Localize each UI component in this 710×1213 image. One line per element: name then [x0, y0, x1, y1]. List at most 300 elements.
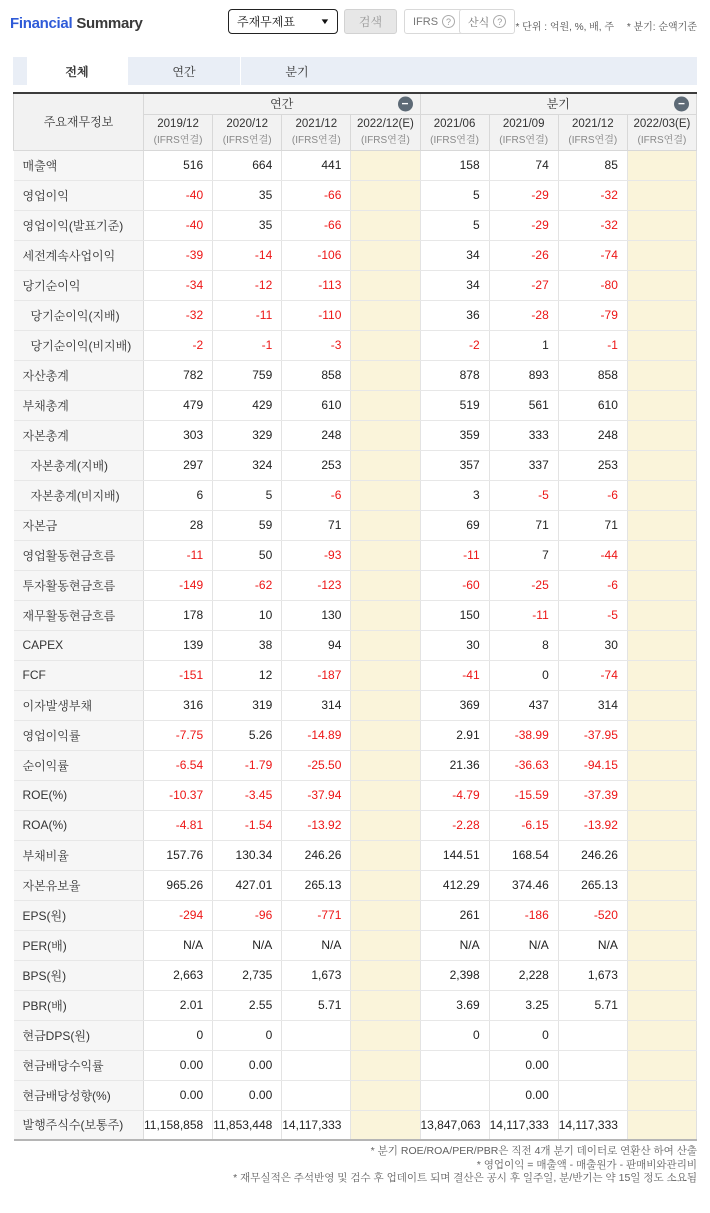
value-cell: 150	[420, 600, 489, 630]
value-cell	[351, 1020, 420, 1050]
row-label: 영업이익	[14, 180, 144, 210]
row-label: 당기순이익	[14, 270, 144, 300]
value-cell: 0.00	[489, 1050, 558, 1080]
column-header: 2021/09 (IFRS연결)	[489, 114, 558, 150]
row-label: 자본금	[14, 510, 144, 540]
value-cell: -7.75	[144, 720, 213, 750]
statement-select[interactable]	[228, 9, 338, 34]
value-cell: -94.15	[558, 750, 627, 780]
value-cell	[627, 960, 696, 990]
value-cell: -11	[213, 300, 282, 330]
value-cell: N/A	[282, 930, 351, 960]
value-cell: 8	[489, 630, 558, 660]
value-cell: -37.39	[558, 780, 627, 810]
value-cell: 13,847,063	[420, 1110, 489, 1140]
value-cell: -32	[558, 180, 627, 210]
value-cell	[627, 990, 696, 1020]
value-cell: 429	[213, 390, 282, 420]
collapse-annual-icon[interactable]: −	[398, 96, 413, 111]
value-cell: 0	[489, 660, 558, 690]
value-cell: -1	[213, 330, 282, 360]
value-cell: 30	[420, 630, 489, 660]
value-cell: N/A	[213, 930, 282, 960]
value-cell: 21.36	[420, 750, 489, 780]
question-circle-icon: ?	[442, 15, 455, 28]
value-cell: -6.15	[489, 810, 558, 840]
value-cell: 3.25	[489, 990, 558, 1020]
value-cell	[351, 840, 420, 870]
value-cell: -79	[558, 300, 627, 330]
value-cell: -4.79	[420, 780, 489, 810]
value-cell: 130.34	[213, 840, 282, 870]
value-cell: 319	[213, 690, 282, 720]
value-cell: 359	[420, 420, 489, 450]
value-cell	[627, 420, 696, 450]
value-cell: 337	[489, 450, 558, 480]
value-cell: 412.29	[420, 870, 489, 900]
column-header: 2022/03(E) (IFRS연결)	[627, 114, 696, 150]
row-label: 세전계속사업이익	[14, 240, 144, 270]
page-header	[0, 0, 710, 50]
value-cell: 324	[213, 450, 282, 480]
value-cell: 248	[558, 420, 627, 450]
value-cell: -1	[558, 330, 627, 360]
value-cell	[627, 570, 696, 600]
value-cell	[627, 810, 696, 840]
tab-quarterly[interactable]: 분기	[240, 57, 353, 85]
row-label: ROE(%)	[14, 780, 144, 810]
value-cell: 610	[282, 390, 351, 420]
value-cell	[351, 330, 420, 360]
table-row	[14, 570, 697, 600]
value-cell: -5	[489, 480, 558, 510]
value-cell: 71	[282, 510, 351, 540]
value-cell	[627, 720, 696, 750]
row-label: 이자발생부채	[14, 690, 144, 720]
value-cell: 314	[282, 690, 351, 720]
value-cell	[351, 900, 420, 930]
group-annual-label: 연간	[270, 97, 294, 112]
value-cell	[627, 930, 696, 960]
value-cell: -113	[282, 270, 351, 300]
value-cell	[351, 600, 420, 630]
value-cell: -1.79	[213, 750, 282, 780]
value-cell: -13.92	[558, 810, 627, 840]
table-row	[14, 840, 697, 870]
value-cell	[351, 630, 420, 660]
chevron-down-icon: ▼	[319, 17, 331, 26]
row-label: 부채총계	[14, 390, 144, 420]
value-cell	[351, 300, 420, 330]
value-cell	[282, 1020, 351, 1050]
value-cell: 297	[144, 450, 213, 480]
value-cell: -34	[144, 270, 213, 300]
value-cell: -2	[144, 330, 213, 360]
table-row	[14, 600, 697, 630]
row-label: 현금배당수익률	[14, 1050, 144, 1080]
value-cell: -14.89	[282, 720, 351, 750]
table-row	[14, 390, 697, 420]
value-cell: -187	[282, 660, 351, 690]
value-cell	[627, 690, 696, 720]
value-cell	[558, 1020, 627, 1050]
value-cell: -38.99	[489, 720, 558, 750]
value-cell: -26	[489, 240, 558, 270]
table-row	[14, 480, 697, 510]
value-cell: 2,735	[213, 960, 282, 990]
value-cell: 479	[144, 390, 213, 420]
value-cell: -1.54	[213, 810, 282, 840]
value-cell	[351, 540, 420, 570]
value-cell: 144.51	[420, 840, 489, 870]
value-cell: 12	[213, 660, 282, 690]
value-cell: -29	[489, 180, 558, 210]
value-cell: -41	[420, 660, 489, 690]
value-cell: -39	[144, 240, 213, 270]
value-cell	[351, 570, 420, 600]
value-cell: 0.00	[489, 1080, 558, 1110]
value-cell	[627, 210, 696, 240]
value-cell: -123	[282, 570, 351, 600]
value-cell	[351, 450, 420, 480]
value-cell: -25.50	[282, 750, 351, 780]
value-cell: 664	[213, 150, 282, 180]
table-row	[14, 960, 697, 990]
value-cell	[627, 300, 696, 330]
statement-select-value: 주재무제표	[237, 15, 295, 29]
value-cell	[627, 330, 696, 360]
value-cell: -36.63	[489, 750, 558, 780]
value-cell: -520	[558, 900, 627, 930]
value-cell: -66	[282, 180, 351, 210]
value-cell: -13.92	[282, 810, 351, 840]
value-cell: 178	[144, 600, 213, 630]
value-cell	[351, 270, 420, 300]
value-cell	[351, 660, 420, 690]
value-cell: -3.45	[213, 780, 282, 810]
tab-bar	[13, 57, 697, 85]
value-cell	[627, 360, 696, 390]
value-cell: 246.26	[282, 840, 351, 870]
row-label: 현금배당성향(%)	[14, 1080, 144, 1110]
value-cell	[420, 1080, 489, 1110]
value-cell: 35	[213, 180, 282, 210]
table-row	[14, 300, 697, 330]
value-cell	[558, 1080, 627, 1110]
value-cell: 253	[558, 450, 627, 480]
value-cell: 782	[144, 360, 213, 390]
value-cell: 28	[144, 510, 213, 540]
value-cell: 253	[282, 450, 351, 480]
value-cell	[282, 1080, 351, 1110]
value-cell: 437	[489, 690, 558, 720]
value-cell	[627, 1050, 696, 1080]
value-cell	[558, 1050, 627, 1080]
value-cell	[627, 750, 696, 780]
unit-note: * 단위 : 억원, %, 배, 주	[515, 22, 615, 33]
value-cell	[627, 180, 696, 210]
value-cell	[351, 810, 420, 840]
value-cell: 303	[144, 420, 213, 450]
value-cell: 369	[420, 690, 489, 720]
value-cell: 34	[420, 270, 489, 300]
value-cell	[351, 240, 420, 270]
row-label: CAPEX	[14, 630, 144, 660]
row-label: ROA(%)	[14, 810, 144, 840]
value-cell: -60	[420, 570, 489, 600]
value-cell: -6	[558, 480, 627, 510]
value-cell: -37.94	[282, 780, 351, 810]
table-row	[14, 900, 697, 930]
table-row	[14, 990, 697, 1020]
value-cell: 374.46	[489, 870, 558, 900]
ifrs-help-label: IFRS	[413, 15, 439, 28]
value-cell: 10	[213, 600, 282, 630]
table-row	[14, 1110, 697, 1140]
value-cell: 2,663	[144, 960, 213, 990]
value-cell: 2.91	[420, 720, 489, 750]
search-button[interactable]: 검색	[344, 9, 397, 34]
page-title-financial: Financial	[10, 15, 73, 32]
value-cell: -10.37	[144, 780, 213, 810]
value-cell: -44	[558, 540, 627, 570]
group-header-quarterly	[420, 93, 697, 114]
column-header: 2021/06 (IFRS연결)	[420, 114, 489, 150]
value-cell: 427.01	[213, 870, 282, 900]
value-cell	[420, 1050, 489, 1080]
value-cell: -5	[558, 600, 627, 630]
value-cell: N/A	[144, 930, 213, 960]
value-cell: 5.26	[213, 720, 282, 750]
value-cell: 74	[489, 150, 558, 180]
row-label: 순이익률	[14, 750, 144, 780]
value-cell: -62	[213, 570, 282, 600]
value-cell	[627, 150, 696, 180]
value-cell: -11	[420, 540, 489, 570]
column-header: 2022/12(E) (IFRS연결)	[351, 114, 420, 150]
ifrs-help-button[interactable]	[404, 9, 464, 34]
value-cell: 139	[144, 630, 213, 660]
table-row	[14, 360, 697, 390]
row-label: 자본총계(지배)	[14, 450, 144, 480]
row-label: 발행주식수(보통주)	[14, 1110, 144, 1140]
value-cell: -25	[489, 570, 558, 600]
value-cell: 878	[420, 360, 489, 390]
value-cell: -106	[282, 240, 351, 270]
row-label: 자본유보율	[14, 870, 144, 900]
value-cell: 71	[489, 510, 558, 540]
value-cell: 34	[420, 240, 489, 270]
value-cell: -110	[282, 300, 351, 330]
value-cell	[351, 960, 420, 990]
value-cell	[351, 780, 420, 810]
tab-annual[interactable]: 연간	[127, 57, 240, 85]
value-cell: -15.59	[489, 780, 558, 810]
value-cell: 0	[420, 1020, 489, 1050]
row-label: 재무활동현금흐름	[14, 600, 144, 630]
value-cell: 50	[213, 540, 282, 570]
value-cell: 158	[420, 150, 489, 180]
value-cell: 0.00	[213, 1080, 282, 1110]
table-row	[14, 690, 697, 720]
table-row	[14, 780, 697, 810]
value-cell: -2	[420, 330, 489, 360]
group-header-annual	[144, 93, 421, 114]
row-label: PER(배)	[14, 930, 144, 960]
value-cell: 1,673	[282, 960, 351, 990]
value-cell: 2.55	[213, 990, 282, 1020]
value-cell: 759	[213, 360, 282, 390]
value-cell: 858	[558, 360, 627, 390]
value-cell	[351, 690, 420, 720]
value-cell: 5	[420, 210, 489, 240]
value-cell: 59	[213, 510, 282, 540]
row-label: 영업이익(발표기준)	[14, 210, 144, 240]
value-cell: -3	[282, 330, 351, 360]
row-label: 자본총계(비지배)	[14, 480, 144, 510]
table-row	[14, 750, 697, 780]
table-row	[14, 1050, 697, 1080]
value-cell	[351, 180, 420, 210]
value-cell: -37.95	[558, 720, 627, 750]
value-cell	[351, 870, 420, 900]
column-header: 2021/12 (IFRS연결)	[282, 114, 351, 150]
value-cell: 11,853,448	[213, 1110, 282, 1140]
value-cell: -32	[144, 300, 213, 330]
value-cell: 157.76	[144, 840, 213, 870]
value-cell: 0	[213, 1020, 282, 1050]
table-row	[14, 210, 697, 240]
table-row	[14, 870, 697, 900]
value-cell	[351, 720, 420, 750]
value-cell: -149	[144, 570, 213, 600]
table-row	[14, 240, 697, 270]
value-cell	[627, 390, 696, 420]
value-cell: -11	[489, 600, 558, 630]
value-cell: -2.28	[420, 810, 489, 840]
value-cell: 441	[282, 150, 351, 180]
table-body	[14, 150, 697, 1140]
value-cell	[627, 600, 696, 630]
table-row	[14, 930, 697, 960]
table-row	[14, 330, 697, 360]
footnote: * 분기 ROE/ROA/PER/PBR은 직전 4개 분기 데이터로 연환산 하여 산출	[370, 1145, 697, 1157]
value-cell: 14,117,333	[558, 1110, 627, 1140]
value-cell	[627, 240, 696, 270]
table-row	[14, 150, 697, 180]
value-cell: -294	[144, 900, 213, 930]
value-cell: -186	[489, 900, 558, 930]
value-cell: 0.00	[144, 1080, 213, 1110]
value-cell	[627, 270, 696, 300]
row-label: 부채비율	[14, 840, 144, 870]
table-row	[14, 540, 697, 570]
table-header	[14, 93, 697, 150]
unit-notes	[506, 18, 698, 33]
value-cell	[282, 1050, 351, 1080]
value-cell: 965.26	[144, 870, 213, 900]
value-cell: 168.54	[489, 840, 558, 870]
value-cell	[351, 990, 420, 1020]
value-cell: -40	[144, 210, 213, 240]
value-cell: 36	[420, 300, 489, 330]
value-cell: 38	[213, 630, 282, 660]
collapse-quarterly-icon[interactable]: −	[674, 96, 689, 111]
column-header: 2019/12 (IFRS연결)	[144, 114, 213, 150]
value-cell	[627, 450, 696, 480]
financial-summary-table	[13, 92, 697, 1141]
footnote: * 영업이익 = 매출액 - 매출원가 - 판매비와관리비	[476, 1158, 697, 1171]
value-cell: 333	[489, 420, 558, 450]
value-cell: -151	[144, 660, 213, 690]
value-cell	[627, 630, 696, 660]
value-cell: 0.00	[144, 1050, 213, 1080]
value-cell: 261	[420, 900, 489, 930]
table-row	[14, 1080, 697, 1110]
value-cell: -80	[558, 270, 627, 300]
value-cell	[627, 1020, 696, 1050]
value-cell: -6	[282, 480, 351, 510]
row-label: 현금DPS(원)	[14, 1020, 144, 1050]
value-cell	[351, 1080, 420, 1110]
value-cell: 30	[558, 630, 627, 660]
value-cell	[351, 480, 420, 510]
value-cell: 71	[558, 510, 627, 540]
value-cell: 2.01	[144, 990, 213, 1020]
value-cell: -40	[144, 180, 213, 210]
value-cell	[351, 210, 420, 240]
value-cell: 516	[144, 150, 213, 180]
value-cell	[351, 750, 420, 780]
value-cell: 248	[282, 420, 351, 450]
row-label: BPS(원)	[14, 960, 144, 990]
value-cell: 858	[282, 360, 351, 390]
value-cell	[351, 150, 420, 180]
value-cell: -28	[489, 300, 558, 330]
row-label: 투자활동현금흐름	[14, 570, 144, 600]
value-cell	[627, 540, 696, 570]
row-label: EPS(원)	[14, 900, 144, 930]
value-cell: -29	[489, 210, 558, 240]
value-cell: 519	[420, 390, 489, 420]
value-cell: 316	[144, 690, 213, 720]
table-row	[14, 660, 697, 690]
value-cell	[627, 900, 696, 930]
table-row	[14, 630, 697, 660]
value-cell: -11	[144, 540, 213, 570]
table-row	[14, 720, 697, 750]
row-label: 영업이익률	[14, 720, 144, 750]
tab-all[interactable]: 전체	[27, 57, 127, 85]
value-cell: 11,158,858	[144, 1110, 213, 1140]
value-cell	[351, 930, 420, 960]
question-circle-icon: ?	[493, 15, 506, 28]
value-cell: 14,117,333	[489, 1110, 558, 1140]
value-cell	[351, 360, 420, 390]
value-cell	[627, 870, 696, 900]
table-row	[14, 810, 697, 840]
column-header: 2021/12 (IFRS연결)	[558, 114, 627, 150]
column-header: 2020/12 (IFRS연결)	[213, 114, 282, 150]
value-cell: 2,228	[489, 960, 558, 990]
value-cell	[351, 1050, 420, 1080]
value-cell: -6.54	[144, 750, 213, 780]
value-cell	[627, 840, 696, 870]
value-cell: 1,673	[558, 960, 627, 990]
table-row	[14, 270, 697, 300]
value-cell: 357	[420, 450, 489, 480]
value-cell: 130	[282, 600, 351, 630]
